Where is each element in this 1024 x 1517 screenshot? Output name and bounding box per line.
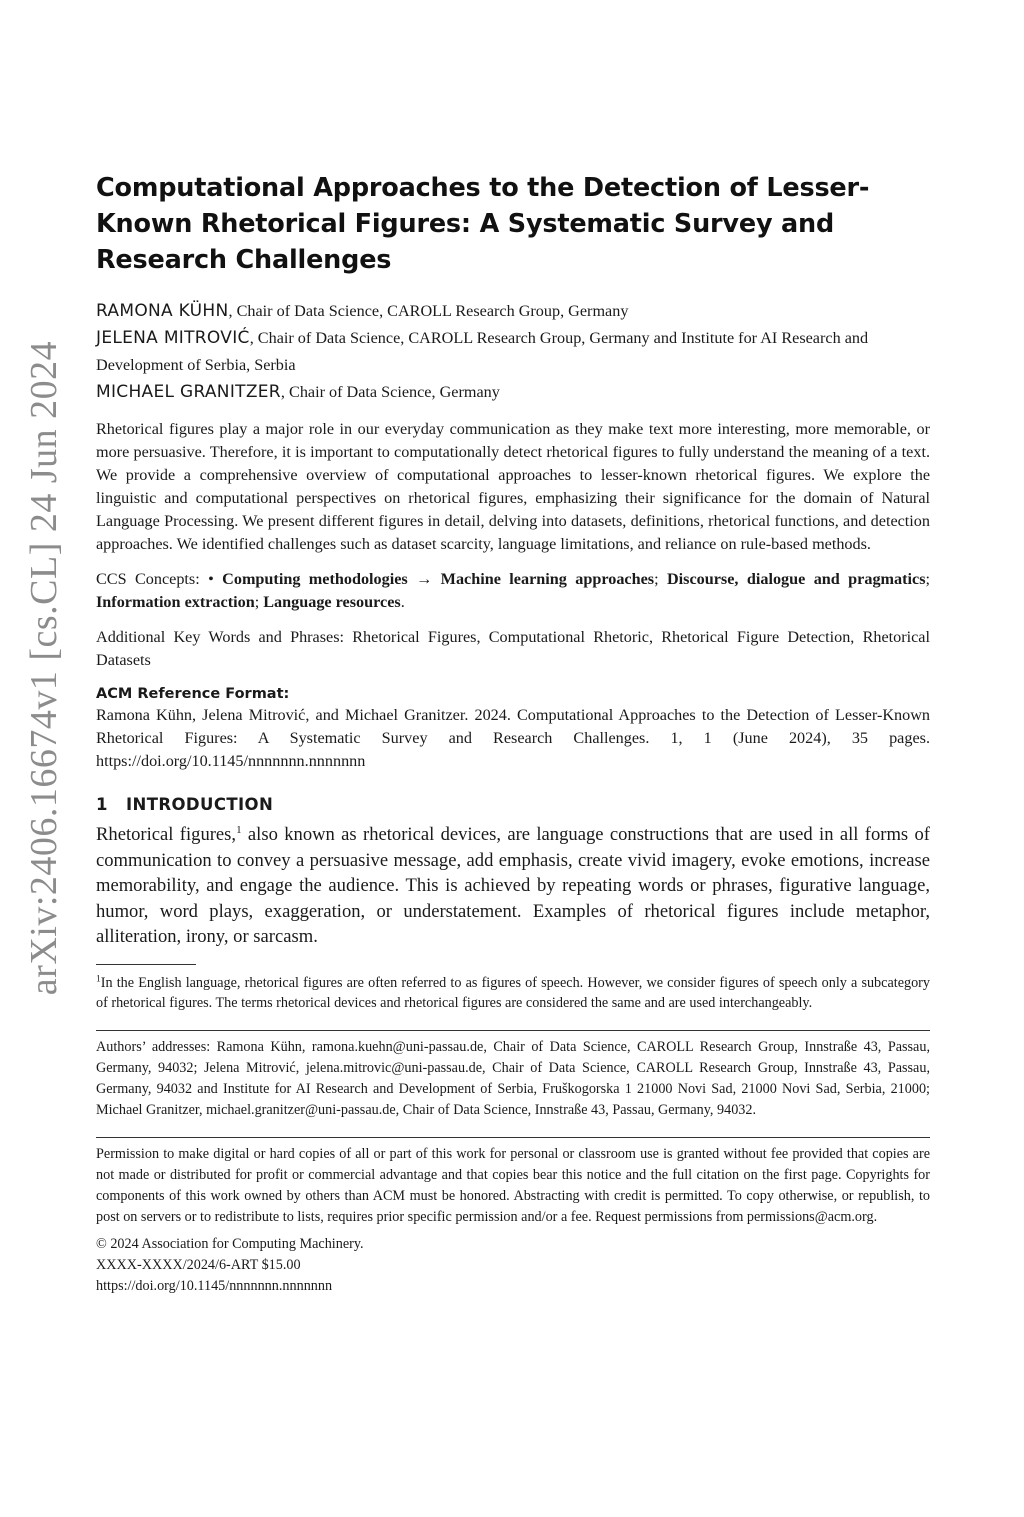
author-affiliation: , Chair of Data Science, CAROLL Research Group, Germany <box>228 302 629 320</box>
ccs-concepts <box>96 568 930 614</box>
ccs-concept: Language resources <box>263 593 401 611</box>
author-affiliation: , Chair of Data Science, Germany <box>280 383 500 401</box>
ccs-arrow: → <box>407 570 441 588</box>
doi-link[interactable]: https://doi.org/10.1145/nnnnnnn.nnnnnnn <box>96 1277 333 1294</box>
author-addresses: Authors’ addresses: Ramona Kühn, ramona.kuehn@uni-passau.de, Chair of Data Science, CAROLL Research Group, Innstraße 43, Passau, Germany, 94032; Jelena Mitrović, jelena.mitrovic@uni-passau.de, Chair of Data Science, CAROLL Research Group, Innstraße 43, Passau, Germany, 94032 and Institute for AI Research and Development of Serbia, Fruškogorska 1 21000 Novi Sad, 21000 Novi Sad, Serbia, 21000; Michael Granitzer, michael.granitzer@uni-passau.de, Chair of Data Science, Innstraße 43, Passau, Germany, 94032. <box>96 1038 930 1118</box>
intro-text: Rhetorical figures, <box>96 824 237 845</box>
addresses-divider <box>96 1030 930 1031</box>
ccs-concept: Machine learning approaches <box>440 570 655 588</box>
ccs-separator: ; <box>654 570 667 588</box>
author-entry <box>96 325 930 379</box>
author-entry <box>96 298 930 325</box>
author-entry <box>96 379 930 406</box>
author-name: RAMONA KÜHN <box>96 301 229 321</box>
ccs-label: CCS Concepts: • <box>96 570 223 588</box>
footnote-marker[interactable]: 1 <box>236 823 242 836</box>
ccs-end: . <box>400 593 405 611</box>
copyright-line: © 2024 Association for Computing Machinery. <box>96 1235 364 1252</box>
author-name: MICHAEL GRANITZER <box>96 382 281 402</box>
acm-reference-heading: ACM Reference Format: <box>96 686 290 702</box>
footnote-number: 1 <box>96 974 101 985</box>
paper-title: Computational Approaches to the Detection of Lesser-Known Rhetorical Figures: A Systematic Survey and Research Challenges <box>96 173 870 275</box>
author-affiliation: , Chair of Data Science, CAROLL Research Group, Germany and Institute for AI Research and Development of Serbia, Serbia <box>96 329 869 374</box>
permission-notice: Permission to make digital or hard copies of all or part of this work for personal or classroom use is granted without fee provided that copies are not made or distributed for profit or commercial advantage and that copies bear this notice and the full citation on the first page. Copyrights for components of this work owned by others than ACM must be honored. Abstracting with credit is permitted. To copy otherwise, or republish, to post on servers or to redistribute to lists, requires prior specific permission and/or a fee. Request permissions from permissions@acm.org. <box>96 1145 930 1225</box>
abstract: Rhetorical figures play a major role in our everyday communication as they make text more interesting, more memorable, or more persuasive. Therefore, it is important to computationally detect rhetorical figures to fully understand the meaning of a text. We provide a comprehensive overview of computational approaches to lesser-known rhetorical figures. We explore the linguistic and computational perspectives on rhetorical figures, emphasizing their significance for the domain of Natural Language Processing. We present different figures in detail, delving into datasets, definitions, rhetorical functions, and detection approaches. We identified challenges such as dataset scarcity, language limitations, and reliance on rule-based methods. <box>96 420 930 553</box>
ccs-concept: Information extraction <box>96 593 255 611</box>
section-title: INTRODUCTION <box>126 795 274 814</box>
introduction-paragraph <box>96 822 930 950</box>
permission-divider <box>96 1137 930 1138</box>
author-name: JELENA MITROVIĆ <box>96 328 250 348</box>
ccs-separator: ; <box>254 593 264 611</box>
footnote-divider <box>96 964 196 965</box>
paper-first-page <box>96 170 930 1297</box>
section-heading <box>96 795 930 814</box>
arxiv-identifier-stamp: arXiv:2406.16674v1 [cs.CL] 24 Jun 2024 <box>23 340 65 996</box>
isbn-line: XXXX-XXXX/2024/6-ART $15.00 <box>96 1256 301 1273</box>
acm-reference-text: Ramona Kühn, Jelena Mitrović, and Michael Granitzer. 2024. Computational Approaches to the Detection of Lesser-Known Rhetorical Figures: A Systematic Survey and Research Challenges. 1, 1 (June 2024), 35 pages. https://doi.org/10.1145/nnnnnnn.nnnnnnn <box>96 706 930 770</box>
intro-text: also known as rhetorical devices, are language constructions that are used in all forms of communication to convey a persuasive message, add emphasis, create vivid imagery, evoke emotions, increase memorability, and engage the audience. This is achieved by repeating words or phrases, figurative language, humor, word plays, exaggeration, or understatement. Examples of rhetorical figures include metaphor, alliteration, irony, or sarcasm. <box>96 824 930 948</box>
ccs-concept: Computing methodologies <box>222 570 408 588</box>
ccs-separator: ; <box>925 570 931 588</box>
footnote <box>96 973 930 1014</box>
keywords: Additional Key Words and Phrases: Rhetorical Figures, Computational Rhetoric, Rhetorical Figure Detection, Rhetorical Datasets <box>96 628 930 669</box>
author-list <box>96 298 930 406</box>
section-number: 1 <box>96 795 108 814</box>
ccs-concept: Discourse, dialogue and pragmatics <box>666 570 926 588</box>
footnote-text: In the English language, rhetorical figures are often referred to as figures of speech. However, we consider figures of speech only a subcategory of rhetorical figures. The terms rhetorical devices and rhetorical figures are considered the same and are used interchangeably. <box>96 974 930 1012</box>
